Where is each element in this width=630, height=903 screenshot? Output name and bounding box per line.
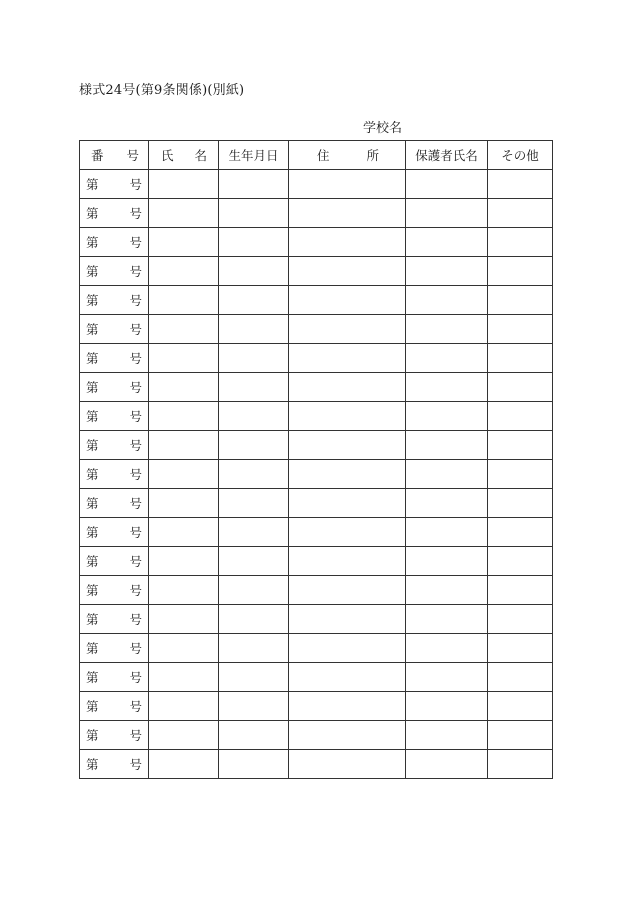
row-number-prefix: 第	[86, 438, 99, 453]
guardian-name-cell	[406, 460, 488, 489]
row-number-prefix: 第	[86, 351, 99, 366]
table-row	[80, 228, 553, 257]
row-number-suffix: 号	[129, 525, 142, 540]
birthdate-cell	[219, 315, 289, 344]
row-number-cell	[80, 663, 149, 692]
table-body	[80, 170, 553, 779]
other-cell	[488, 402, 553, 431]
row-number-prefix: 第	[86, 409, 99, 424]
row-number-prefix: 第	[86, 206, 99, 221]
other-cell	[488, 692, 553, 721]
address-cell	[289, 721, 406, 750]
birthdate-cell	[219, 257, 289, 286]
other-cell	[488, 373, 553, 402]
other-cell	[488, 257, 553, 286]
other-cell	[488, 170, 553, 199]
name-cell	[149, 315, 219, 344]
header-number	[80, 141, 149, 170]
table-row	[80, 199, 553, 228]
row-number-prefix: 第	[86, 322, 99, 337]
name-cell	[149, 431, 219, 460]
guardian-name-cell	[406, 257, 488, 286]
header-number-part2: 号	[126, 148, 139, 163]
row-number-cell	[80, 460, 149, 489]
other-cell	[488, 750, 553, 779]
row-number-prefix: 第	[86, 583, 99, 598]
row-number-prefix: 第	[86, 612, 99, 627]
name-cell	[149, 402, 219, 431]
row-number-cell	[80, 315, 149, 344]
row-number-prefix: 第	[86, 496, 99, 511]
guardian-name-cell	[406, 663, 488, 692]
other-cell	[488, 518, 553, 547]
address-cell	[289, 402, 406, 431]
row-number-prefix: 第	[86, 699, 99, 714]
header-name	[149, 141, 219, 170]
row-number-suffix: 号	[129, 699, 142, 714]
guardian-name-cell	[406, 344, 488, 373]
address-cell	[289, 576, 406, 605]
table-row	[80, 692, 553, 721]
row-number-suffix: 号	[129, 322, 142, 337]
name-cell	[149, 489, 219, 518]
school-name-label: 学校名	[363, 121, 403, 136]
birthdate-cell	[219, 431, 289, 460]
guardian-name-cell	[406, 228, 488, 257]
row-number-suffix: 号	[129, 380, 142, 395]
birthdate-cell	[219, 721, 289, 750]
table-header-row	[80, 141, 553, 170]
name-cell	[149, 199, 219, 228]
name-cell	[149, 228, 219, 257]
other-cell	[488, 460, 553, 489]
name-cell	[149, 605, 219, 634]
row-number-cell	[80, 257, 149, 286]
address-cell	[289, 663, 406, 692]
name-cell	[149, 373, 219, 402]
address-cell	[289, 257, 406, 286]
row-number-cell	[80, 170, 149, 199]
name-cell	[149, 663, 219, 692]
table-row	[80, 750, 553, 779]
table-row	[80, 605, 553, 634]
row-number-suffix: 号	[129, 583, 142, 598]
row-number-cell	[80, 402, 149, 431]
row-number-cell	[80, 547, 149, 576]
row-number-prefix: 第	[86, 293, 99, 308]
table-row	[80, 576, 553, 605]
guardian-name-cell	[406, 576, 488, 605]
row-number-suffix: 号	[129, 467, 142, 482]
birthdate-cell	[219, 518, 289, 547]
address-cell	[289, 315, 406, 344]
row-number-prefix: 第	[86, 264, 99, 279]
row-number-suffix: 号	[129, 670, 142, 685]
header-address-part1: 住	[317, 148, 330, 163]
name-cell	[149, 518, 219, 547]
name-cell	[149, 344, 219, 373]
birthdate-cell	[219, 489, 289, 518]
address-cell	[289, 605, 406, 634]
guardian-name-cell	[406, 721, 488, 750]
table-row	[80, 518, 553, 547]
birthdate-cell	[219, 692, 289, 721]
table-row	[80, 431, 553, 460]
row-number-suffix: 号	[129, 641, 142, 656]
address-cell	[289, 373, 406, 402]
student-roster-table	[79, 140, 553, 779]
birthdate-cell	[219, 576, 289, 605]
guardian-name-cell	[406, 315, 488, 344]
other-cell	[488, 605, 553, 634]
guardian-name-cell	[406, 634, 488, 663]
header-address	[289, 141, 406, 170]
table-row	[80, 344, 553, 373]
address-cell	[289, 692, 406, 721]
birthdate-cell	[219, 373, 289, 402]
other-cell	[488, 315, 553, 344]
row-number-cell	[80, 634, 149, 663]
table-row	[80, 460, 553, 489]
row-number-cell	[80, 228, 149, 257]
address-cell	[289, 228, 406, 257]
row-number-cell	[80, 576, 149, 605]
birthdate-cell	[219, 170, 289, 199]
row-number-cell	[80, 286, 149, 315]
guardian-name-cell	[406, 402, 488, 431]
name-cell	[149, 750, 219, 779]
header-name-part2: 名	[194, 148, 207, 163]
address-cell	[289, 547, 406, 576]
row-number-suffix: 号	[129, 728, 142, 743]
table-row	[80, 286, 553, 315]
row-number-suffix: 号	[129, 409, 142, 424]
other-cell	[488, 663, 553, 692]
row-number-cell	[80, 344, 149, 373]
row-number-prefix: 第	[86, 554, 99, 569]
guardian-name-cell	[406, 373, 488, 402]
header-number-part1: 番	[91, 148, 104, 163]
other-cell	[488, 431, 553, 460]
other-cell	[488, 286, 553, 315]
row-number-cell	[80, 692, 149, 721]
row-number-suffix: 号	[129, 206, 142, 221]
table-row	[80, 634, 553, 663]
row-number-suffix: 号	[129, 612, 142, 627]
birthdate-cell	[219, 199, 289, 228]
table-row	[80, 257, 553, 286]
guardian-name-cell	[406, 431, 488, 460]
other-cell	[488, 547, 553, 576]
row-number-prefix: 第	[86, 467, 99, 482]
other-cell	[488, 721, 553, 750]
guardian-name-cell	[406, 750, 488, 779]
birthdate-cell	[219, 547, 289, 576]
address-cell	[289, 750, 406, 779]
row-number-cell	[80, 431, 149, 460]
row-number-prefix: 第	[86, 235, 99, 250]
table-row	[80, 489, 553, 518]
name-cell	[149, 634, 219, 663]
birthdate-cell	[219, 460, 289, 489]
guardian-name-cell	[406, 518, 488, 547]
row-number-cell	[80, 373, 149, 402]
header-other: その他	[488, 141, 553, 170]
address-cell	[289, 344, 406, 373]
guardian-name-cell	[406, 692, 488, 721]
row-number-cell	[80, 489, 149, 518]
name-cell	[149, 721, 219, 750]
table-row	[80, 373, 553, 402]
name-cell	[149, 692, 219, 721]
birthdate-cell	[219, 750, 289, 779]
birthdate-cell	[219, 228, 289, 257]
name-cell	[149, 547, 219, 576]
row-number-suffix: 号	[129, 496, 142, 511]
row-number-suffix: 号	[129, 177, 142, 192]
header-address-part2: 所	[366, 148, 379, 163]
other-cell	[488, 228, 553, 257]
guardian-name-cell	[406, 199, 488, 228]
row-number-cell	[80, 199, 149, 228]
row-number-prefix: 第	[86, 757, 99, 772]
address-cell	[289, 431, 406, 460]
name-cell	[149, 257, 219, 286]
other-cell	[488, 344, 553, 373]
row-number-cell	[80, 518, 149, 547]
table-row	[80, 315, 553, 344]
birthdate-cell	[219, 605, 289, 634]
address-cell	[289, 286, 406, 315]
row-number-suffix: 号	[129, 293, 142, 308]
table-row	[80, 170, 553, 199]
address-cell	[289, 634, 406, 663]
row-number-cell	[80, 721, 149, 750]
header-guardian-name: 保護者氏名	[406, 141, 488, 170]
table-row	[80, 547, 553, 576]
header-name-part1: 氏	[161, 148, 174, 163]
name-cell	[149, 286, 219, 315]
row-number-cell	[80, 750, 149, 779]
address-cell	[289, 460, 406, 489]
guardian-name-cell	[406, 170, 488, 199]
row-number-suffix: 号	[129, 438, 142, 453]
birthdate-cell	[219, 634, 289, 663]
row-number-suffix: 号	[129, 351, 142, 366]
row-number-suffix: 号	[129, 264, 142, 279]
other-cell	[488, 199, 553, 228]
table-row	[80, 663, 553, 692]
name-cell	[149, 576, 219, 605]
row-number-suffix: 号	[129, 554, 142, 569]
address-cell	[289, 489, 406, 518]
row-number-prefix: 第	[86, 177, 99, 192]
other-cell	[488, 576, 553, 605]
birthdate-cell	[219, 344, 289, 373]
address-cell	[289, 170, 406, 199]
name-cell	[149, 460, 219, 489]
guardian-name-cell	[406, 605, 488, 634]
guardian-name-cell	[406, 489, 488, 518]
birthdate-cell	[219, 402, 289, 431]
row-number-prefix: 第	[86, 670, 99, 685]
guardian-name-cell	[406, 547, 488, 576]
row-number-prefix: 第	[86, 380, 99, 395]
other-cell	[488, 489, 553, 518]
row-number-prefix: 第	[86, 525, 99, 540]
form-title: 様式24号(第9条関係)(別紙)	[79, 83, 245, 98]
row-number-prefix: 第	[86, 641, 99, 656]
address-cell	[289, 518, 406, 547]
table-row	[80, 721, 553, 750]
address-cell	[289, 199, 406, 228]
row-number-prefix: 第	[86, 728, 99, 743]
row-number-suffix: 号	[129, 235, 142, 250]
birthdate-cell	[219, 663, 289, 692]
other-cell	[488, 634, 553, 663]
birthdate-cell	[219, 286, 289, 315]
name-cell	[149, 170, 219, 199]
row-number-cell	[80, 605, 149, 634]
guardian-name-cell	[406, 286, 488, 315]
header-birthdate: 生年月日	[219, 141, 289, 170]
row-number-suffix: 号	[129, 757, 142, 772]
table-row	[80, 402, 553, 431]
